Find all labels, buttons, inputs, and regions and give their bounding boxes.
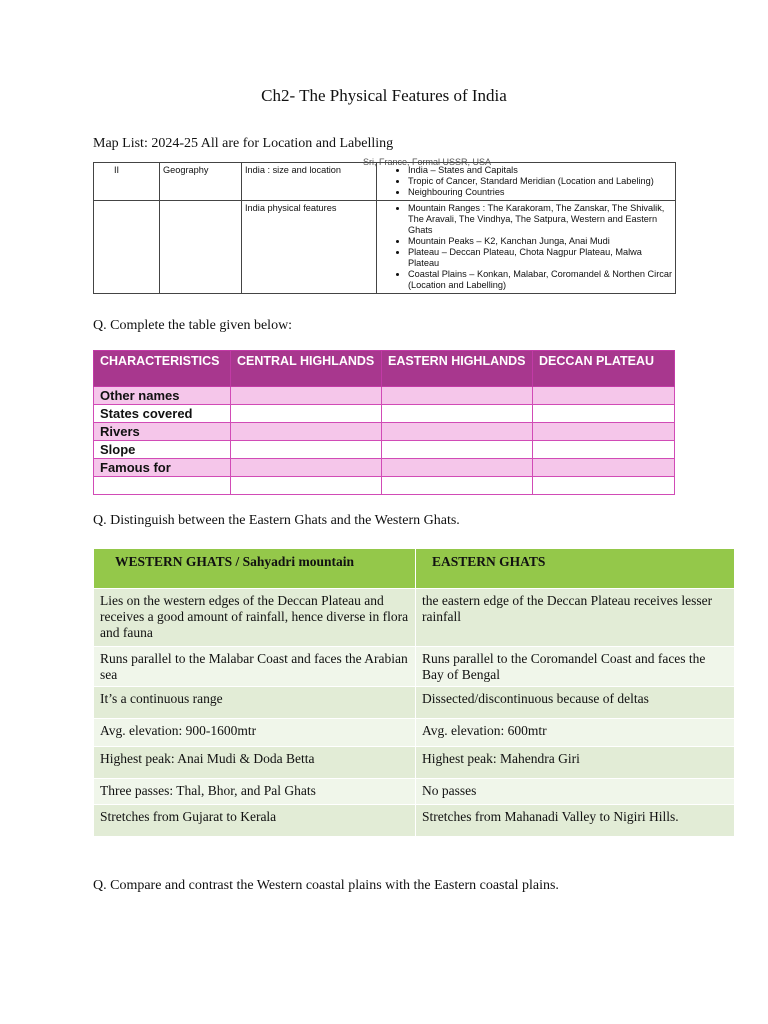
row-topic: India : size and location <box>242 163 377 201</box>
header-deccan-plateau: DECCAN PLATEAU <box>533 351 675 387</box>
table-row <box>94 405 675 423</box>
western-cell: Avg. elevation: 900-1600mtr <box>94 719 416 747</box>
row-label <box>94 477 231 495</box>
table-cell[interactable] <box>533 477 675 495</box>
western-cell: Runs parallel to the Malabar Coast and faces the Arabian sea <box>94 647 416 687</box>
table-cell[interactable] <box>231 441 382 459</box>
row-label: Slope <box>94 441 231 459</box>
table-row <box>94 589 735 647</box>
characteristics-table <box>93 350 675 495</box>
table-cell[interactable] <box>533 387 675 405</box>
row-items <box>377 201 676 294</box>
eastern-cell: Dissected/discontinuous because of deltas <box>416 687 735 719</box>
table-row <box>94 779 735 805</box>
list-item: • India – States and Capitals <box>408 165 672 176</box>
table-row <box>94 719 735 747</box>
table-cell[interactable] <box>231 477 382 495</box>
table-cell[interactable] <box>231 387 382 405</box>
question-compare-coastal-plains: Q. Compare and contrast the Western coastal plains with the Eastern coastal plains. <box>93 878 559 893</box>
table-cell[interactable] <box>382 405 533 423</box>
table-row <box>94 477 675 495</box>
eastern-cell: the eastern edge of the Deccan Plateau receives lesser rainfall <box>416 589 735 647</box>
header-western-ghats: WESTERN GHATS / Sahyadri mountain <box>94 549 416 589</box>
table-row <box>94 647 735 687</box>
row-label: Other names <box>94 387 231 405</box>
list-item: • Plateau – Deccan Plateau, Chota Nagpur Plateau, Malwa Plateau <box>408 247 672 269</box>
table-header-row <box>94 351 675 387</box>
ghats-table <box>93 548 735 837</box>
table-cell[interactable] <box>382 477 533 495</box>
table-cell[interactable] <box>231 459 382 477</box>
table-row <box>94 687 735 719</box>
list-item: • Mountain Ranges : The Karakoram, The Zanskar, The Shivalik, The Aravali, The Vindhya, The Satpura, Western and Eastern Ghats <box>408 203 672 236</box>
header-eastern-highlands: EASTERN HIGHLANDS <box>382 351 533 387</box>
map-list-table <box>93 165 676 290</box>
table-cell[interactable] <box>533 441 675 459</box>
row-number <box>94 201 160 294</box>
table-row <box>94 423 675 441</box>
question-complete-table: Q. Complete the table given below: <box>93 318 293 333</box>
western-cell: Stretches from Gujarat to Kerala <box>94 805 416 837</box>
header-eastern-ghats: EASTERN GHATS <box>416 549 735 589</box>
map-list-heading: Map List: 2024-25 All are for Location and Labelling <box>93 136 394 151</box>
eastern-cell: No passes <box>416 779 735 805</box>
western-cell: It’s a continuous range <box>94 687 416 719</box>
western-cell: Lies on the western edges of the Deccan Plateau and receives a good amount of rainfall, hence diverse in flora and fauna <box>94 589 416 647</box>
table-row <box>94 747 735 779</box>
table-row <box>94 805 735 837</box>
eastern-cell: Runs parallel to the Coromandel Coast and faces the Bay of Bengal <box>416 647 735 687</box>
table-cell[interactable] <box>382 459 533 477</box>
eastern-cell: Highest peak: Mahendra Giri <box>416 747 735 779</box>
row-label: Rivers <box>94 423 231 441</box>
table-cell[interactable] <box>231 423 382 441</box>
question-distinguish-ghats: Q. Distinguish between the Eastern Ghats and the Western Ghats. <box>93 513 460 528</box>
page-title: Ch2- The Physical Features of India <box>261 86 507 105</box>
header-central-highlands: CENTRAL HIGHLANDS <box>231 351 382 387</box>
table-cell[interactable] <box>382 387 533 405</box>
table-row <box>94 441 675 459</box>
row-label: States covered <box>94 405 231 423</box>
row-subject <box>160 201 242 294</box>
table-row <box>94 459 675 477</box>
list-item: • Mountain Peaks – K2, Kanchan Junga, Anai Mudi <box>408 236 672 247</box>
row-number: II <box>94 163 160 201</box>
eastern-cell: Avg. elevation: 600mtr <box>416 719 735 747</box>
header-characteristics: CHARACTERISTICS <box>94 351 231 387</box>
table-row <box>94 387 675 405</box>
row-items <box>377 163 676 201</box>
row-subject: Geography <box>160 163 242 201</box>
row-topic: India physical features <box>242 201 377 294</box>
map-row-size-location <box>94 163 676 201</box>
western-cell: Three passes: Thal, Bhor, and Pal Ghats <box>94 779 416 805</box>
row-label: Famous for <box>94 459 231 477</box>
map-row-physical-features <box>94 201 676 294</box>
table-cell[interactable] <box>533 423 675 441</box>
eastern-cell: Stretches from Mahanadi Valley to Nigiri Hills. <box>416 805 735 837</box>
list-item: • Neighbouring Countries <box>408 187 672 198</box>
list-item: • Coastal Plains – Konkan, Malabar, Coromandel & Northen Circar (Location and Labelling) <box>408 269 672 291</box>
table-cell[interactable] <box>533 405 675 423</box>
table-cell[interactable] <box>382 423 533 441</box>
table-cell[interactable] <box>382 441 533 459</box>
western-cell: Highest peak: Anai Mudi & Doda Betta <box>94 747 416 779</box>
clipped-text: Sri, France, Formal USSR, USA <box>363 157 492 167</box>
list-item: • Tropic of Cancer, Standard Meridian (Location and Labeling) <box>408 176 672 187</box>
table-header-row <box>94 549 735 589</box>
table-cell[interactable] <box>533 459 675 477</box>
table-cell[interactable] <box>231 405 382 423</box>
